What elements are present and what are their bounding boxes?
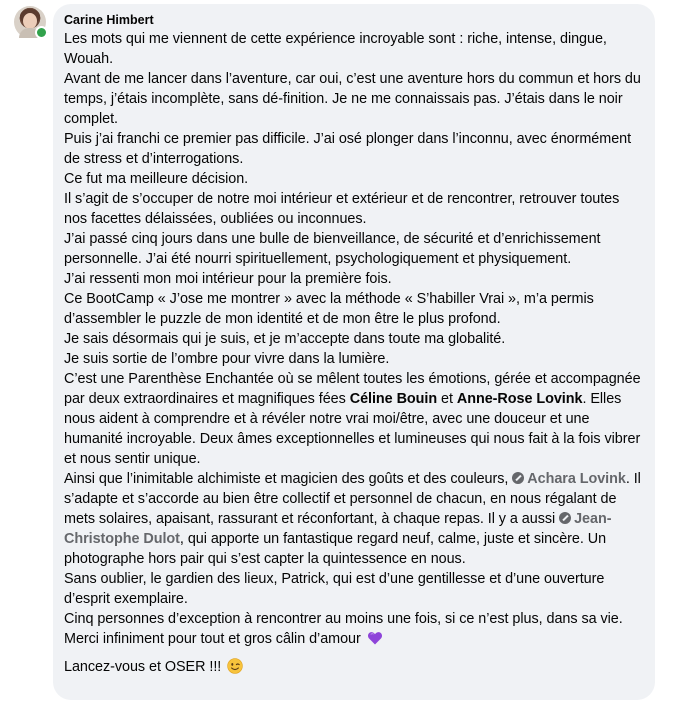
mention-celine-bouin[interactable]: Céline Bouin <box>349 391 438 407</box>
comment-line: J’ai passé cinq jours dans une bulle de bienveillance, de sécurité et d’enrichissement personnelle. J’ai été nourri spirituellement, psychologiquement et physiquement. <box>64 231 601 267</box>
comment-author[interactable]: Carine Himbert <box>64 13 154 27</box>
fairies-and: et <box>437 391 457 407</box>
fairies-paragraph <box>64 369 644 469</box>
comment-line: Puis j’ai franchi ce premier pas difficile. J’ai osé plonger dans l’inconnu, avec énormément de stress et d’interrogations. <box>64 131 632 167</box>
fairies-suffix: . Elles nous aident à comprendre et à révéler notre vrai moi/être, avec une douceur et une humanité incroyable. Deux âmes exceptionnelles et lumineuses qui nous fait à la fois vibrer et nous sentir unique. <box>64 391 641 467</box>
comment-line: Je suis sortie de l’ombre pour vivre dans la lumière. <box>64 351 390 367</box>
comment-line: Il s’agit de s’occuper de notre moi intérieur et extérieur et de rencontrer, retrouver toutes nos facettes délaissées, oubliées ou inconnues. <box>64 191 620 227</box>
comment-line: Sans oublier, le gardien des lieux, Patrick, qui est d’une gentillesse et d’une ouverture d’esprit exemplaire. <box>64 571 605 607</box>
comment-line: Ce fut ma meilleure décision. <box>64 171 249 187</box>
mention-anne-rose-lovink[interactable]: Anne-Rose Lovink <box>456 391 583 407</box>
comment-bubble <box>53 4 655 700</box>
avatar[interactable] <box>14 6 46 38</box>
comment-line: Ce BootCamp « J’ose me montrer » avec la méthode « S’habiller Vrai », m’a permis d’assembler le puzzle de mon identité et de mon être le plus profond. <box>64 291 594 327</box>
comment-line: J’ai ressenti mon moi intérieur pour la première fois. <box>64 271 392 287</box>
closing-text: Lancez-vous et OSER !!! <box>64 659 222 675</box>
comment-line: Cinq personnes d’exception à rencontrer au moins une fois, si ce n’est plus, dans sa vie. <box>64 611 623 627</box>
thanks-line <box>64 629 644 649</box>
comment-text <box>64 29 644 677</box>
thanks-text: Merci infiniment pour tout et gros câlin d’amour <box>64 631 361 647</box>
mention-achara-lovink[interactable] <box>512 471 626 487</box>
chef-paragraph <box>64 469 644 569</box>
purple-heart-icon <box>367 630 383 646</box>
tag-icon <box>559 512 571 524</box>
comment-line: Les mots qui me viennent de cette expérience incroyable sont : riche, intense, dingue, Wouah. <box>64 31 607 67</box>
winking-face-icon <box>227 658 243 674</box>
tag-icon <box>512 472 524 484</box>
closing-line <box>64 657 644 677</box>
online-status-icon <box>35 26 48 39</box>
chef-suffix: . Il s’adapte et s’accorde au bien être collectif et personnel de chacun, en nous régalant de mets solaires, apaisant, rassurant et réconfortant, à chaque repas. Il y a aussi <box>64 471 641 527</box>
avatar-face <box>23 13 37 29</box>
mention-achara-lovink-label: Achara Lovink <box>527 471 626 487</box>
mention-jean-christophe-dulot-label: Jean-Christophe Dulot <box>64 511 612 547</box>
comment-line: Je sais désormais qui je suis, et je m’accepte dans toute ma globalité. <box>64 331 506 347</box>
photographer-suffix: , qui apporte un fantastique regard neuf, calme, juste et sincère. Un photographe hors pair qui s’est capter la quintessence en nous. <box>64 531 607 567</box>
comment-line: Avant de me lancer dans l’aventure, car oui, c’est une aventure hors du commun et hors du temps, j’étais incomplète, sans dé-finition. Je ne me connaissais pas. J’étais dans le noir complet. <box>64 71 641 127</box>
fairies-prefix: C’est une Parenthèse Enchantée où se mêlent toutes les émotions, gérée et accompagnée par deux extraordinaires et magnifiques fées <box>64 371 641 407</box>
chef-prefix: Ainsi que l’inimitable alchimiste et magicien des goûts et des couleurs, <box>64 471 513 487</box>
